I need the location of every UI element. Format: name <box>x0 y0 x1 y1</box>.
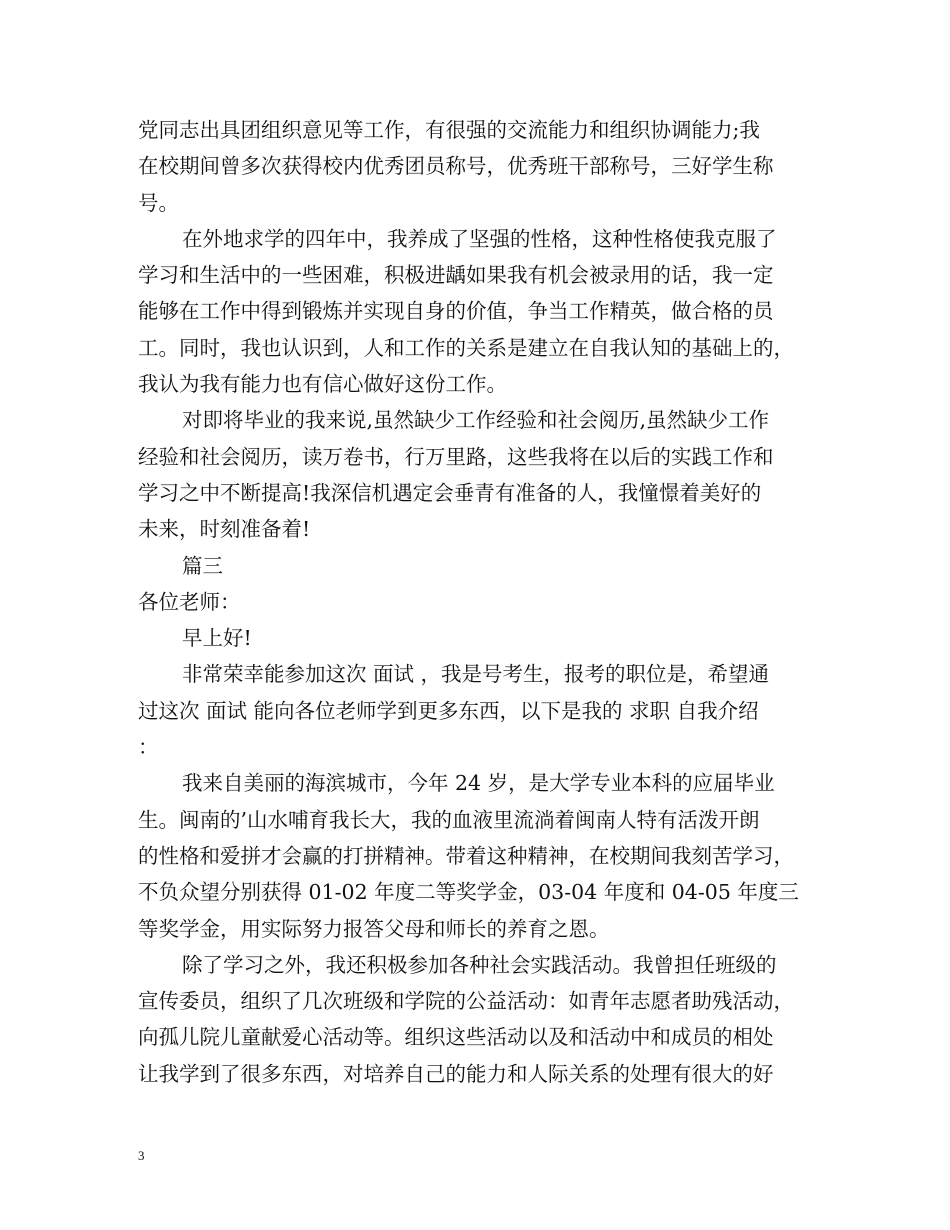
page-number: 3 <box>138 1148 145 1163</box>
text-line: 党同志出具团组织意见等工作，有很强的交流能力和组织协调能力;我 <box>138 118 760 142</box>
text-line: 各位老师： <box>138 589 241 614</box>
text-line: 生。闽南的’山水哺育我长大，我的血液里流淌着闽南人特有活泼开朗 <box>138 807 760 832</box>
text-line: 我来自美丽的海滨城市，今年 24 岁，是大学专业本科的应届毕业 <box>182 771 775 796</box>
text-line: 等奖学金，用实际努力报答父母和师长的养育之恩。 <box>138 916 610 941</box>
text-line: 能够在工作中得到锻炼并实现自身的价值，争当工作精英，做合格的员 <box>138 299 774 324</box>
text-line: 对即将毕业的我来说,虽然缺少工作经验和社会阅历,虽然缺少工作 <box>182 408 770 433</box>
text-line: 我认为我有能力也有信心做好这份工作。 <box>138 372 507 397</box>
text-line: 早上好! <box>182 626 252 651</box>
text-line: 经验和社会阅历，读万卷书，行万里路，这些我将在以后的实践工作和 <box>138 444 774 469</box>
text-line: 篇三 <box>182 553 223 578</box>
text-line: 学习和生活中的一些困难，积极进龋如果我有机会被录用的话，我一定 <box>138 263 774 288</box>
text-line: 让我学到了很多东西，对培养自己的能力和人际关系的处理有很大的好 <box>138 1061 774 1086</box>
document-body <box>138 112 818 1092</box>
text-line: 号。 <box>138 190 179 215</box>
text-line: 在外地求学的四年中，我养成了坚强的性格，这种性格使我克服了 <box>182 226 777 251</box>
text-line: 的性格和爱拼才会赢的打拼精神。带着这种精神，在校期间我刻苦学习， <box>138 843 794 868</box>
text-line: 除了学习之外，我还积极参加各种社会实践活动。我曾担任班级的 <box>182 952 777 977</box>
text-line: 在校期间曾多次获得校内优秀团员称号，优秀班干部称号，三好学生称 <box>138 154 774 179</box>
text-line: 宣传委员，组织了几次班级和学院的公益活动：如青年志愿者助残活动， <box>138 989 794 1014</box>
text-line: 向孤儿院儿童献爱心活动等。组织这些活动以及和活动中和成员的相处 <box>138 1025 774 1050</box>
text-line: 不负众望分别获得 01-02 年度二等奖学金，03-04 年度和 04-05 年度三 <box>138 880 799 905</box>
text-line: 非常荣幸能参加这次 面试 ，我是号考生，报考的职位是，希望通 <box>182 662 770 687</box>
text-line: 过这次 面试 能向各位老师学到更多东西，以下是我的 求职 自我介绍 <box>138 698 759 723</box>
text-line: ： <box>138 735 159 760</box>
text-line: 未来，时刻准备着! <box>138 517 311 542</box>
text-line: 工。同时，我也认识到，人和工作的关系是建立在自我认知的基础上的， <box>138 335 794 360</box>
text-line: 学习之中不断提高!我深信机遇定会垂青有准备的人，我憧憬着美好的 <box>138 480 762 505</box>
